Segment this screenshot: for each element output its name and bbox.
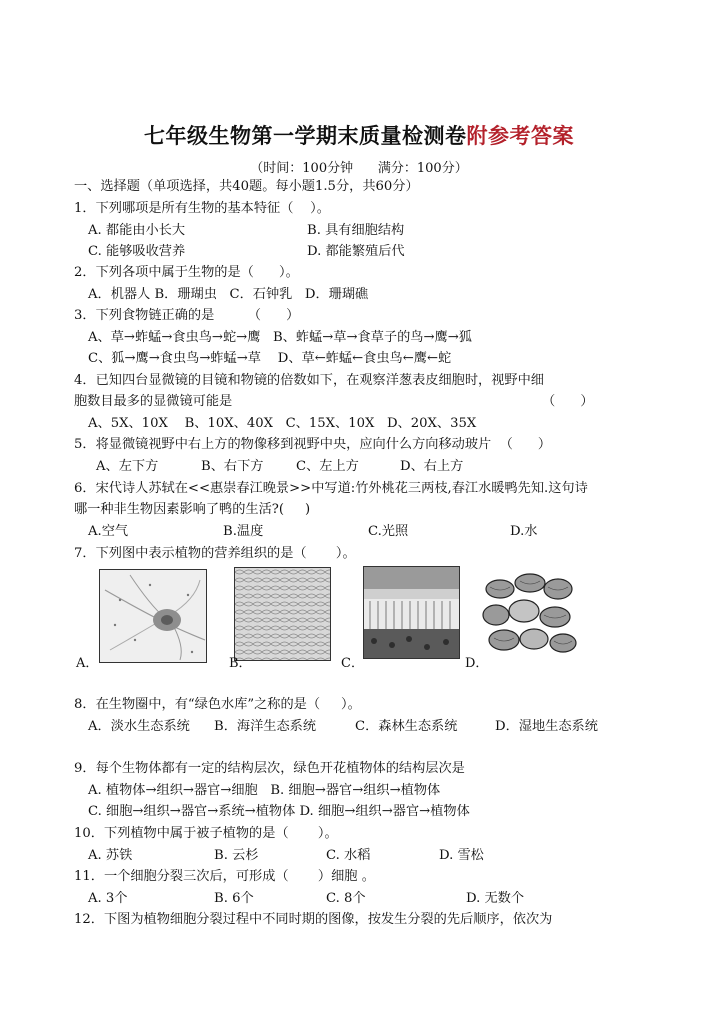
q7-image-b <box>234 567 331 661</box>
exam-time-score: （时间：100分钟 满分：100分） <box>250 161 468 176</box>
q9-options-row2: C. 细胞→组织→器官→系统→植物体 D. 细胞→组织→器官→植物体 <box>88 804 470 819</box>
q8-option-c: C．森林生态系统 <box>355 719 458 734</box>
q10-option-a: A. 苏铁 <box>88 848 133 863</box>
q10-stem: 10．下列植物中属于被子植物的是（ ）。 <box>74 826 338 841</box>
q7-label-a: A． <box>76 656 99 671</box>
q4-stem-line1: 4．已知四台显微镜的目镜和物镜的倍数如下，在观察洋葱表皮细胞时，视野中细 <box>74 373 544 388</box>
q7-image-d <box>478 567 580 660</box>
q5-option-c: C、左上方 <box>296 459 359 474</box>
q5-option-a: A、左下方 <box>96 459 159 474</box>
q6-stem-line1: 6．宋代诗人苏轼在<<惠崇春江晚景>>中写道:竹外桃花三两枝,春江水暖鸭先知.这句诗 <box>74 481 588 496</box>
q11-stem: 11．一个细胞分裂三次后，可形成（ ）细胞 。 <box>74 869 375 884</box>
q7-label-b: B． <box>229 656 252 671</box>
q3-stem: 3．下列食物链正确的是 （ ） <box>74 308 300 323</box>
q10-option-d: D. 雪松 <box>439 848 484 863</box>
q6-option-b: B.温度 <box>223 524 264 539</box>
q10-option-b: B. 云杉 <box>214 848 259 863</box>
q7-image-c <box>363 566 460 659</box>
q6-option-c: C.光照 <box>368 524 409 539</box>
section-heading: 一、选择题（单项选择，共40题。每小题1.5分，共60分） <box>74 179 419 194</box>
q9-stem: 9．每个生物体都有一定的结构层次，绿色开花植物体的结构层次是 <box>74 761 465 776</box>
q1-option-d: D. 都能繁殖后代 <box>307 244 405 259</box>
q4-options: A、5X、10X B、10X、40X C、15X、10X D、20X、35X <box>88 416 477 431</box>
q3-options-row1: A、草→蚱蜢→食虫鸟→蛇→鹰 B、蚱蜢→草→食草子的鸟→鹰→狐 <box>88 330 472 345</box>
q12-stem: 12．下图为植物细胞分裂过程中不同时期的图像，按发生分裂的先后顺序，依次为 <box>74 912 553 927</box>
q2-options: A．机器人 B．珊瑚虫 C．石钟乳 D．珊瑚礁 <box>88 287 369 302</box>
q7-image-a <box>99 569 207 663</box>
q8-stem: 8．在生物圈中，有“绿色水库”之称的是（ ）。 <box>74 697 361 712</box>
q7-label-c: C． <box>341 656 364 671</box>
q4-stem-line2: 胞数目最多的显微镜可能是 <box>74 394 233 409</box>
q10-option-c: C. 水稻 <box>326 848 371 863</box>
q1-option-c: C. 能够吸收营养 <box>88 244 186 259</box>
q7-stem: 7．下列图中表示植物的营养组织的是（ ）。 <box>74 546 356 561</box>
q8-option-d: D．湿地生态系统 <box>495 719 598 734</box>
q2-stem: 2．下列各项中属于生物的是（ ）。 <box>74 265 299 280</box>
q5-stem: 5．将显微镜视野中右上方的物像移到视野中央，应向什么方向移动玻片 （ ） <box>74 437 552 452</box>
q1-stem: 1．下列哪项是所有生物的基本特征（ ）。 <box>74 201 330 216</box>
page-title <box>0 120 718 150</box>
q8-option-a: A．淡水生态系统 <box>88 719 190 734</box>
q1-option-b: B. 具有细胞结构 <box>307 223 405 238</box>
q11-option-a: A. 3个 <box>88 891 128 906</box>
q11-option-b: B. 6个 <box>214 891 254 906</box>
q8-option-b: B．海洋生态系统 <box>214 719 317 734</box>
q11-option-c: C. 8个 <box>326 891 366 906</box>
title-answer-tag: 附参考答案 <box>466 123 574 148</box>
q3-options-row2: C、狐→鹰→食虫鸟→蚱蜢→草 D、草←蚱蜢←食虫鸟←鹰←蛇 <box>88 351 452 366</box>
q4-answer-paren: （ ） <box>542 394 594 409</box>
q11-option-d: D. 无数个 <box>466 891 525 906</box>
q9-options-row1: A. 植物体→组织→器官→细胞 B. 细胞→器官→组织→植物体 <box>88 783 441 798</box>
q6-option-a: A.空气 <box>88 524 129 539</box>
q5-option-b: B、右下方 <box>201 459 264 474</box>
q6-option-d: D.水 <box>510 524 538 539</box>
q6-stem-line2: 哪一种非生物因素影响了鸭的生活?( ) <box>74 502 311 517</box>
q1-option-a: A. 都能由小长大 <box>88 223 186 238</box>
title-main: 七年级生物第一学期末质量检测卷 <box>144 123 467 148</box>
q5-option-d: D、右上方 <box>400 459 464 474</box>
q7-label-d: D． <box>465 656 489 671</box>
